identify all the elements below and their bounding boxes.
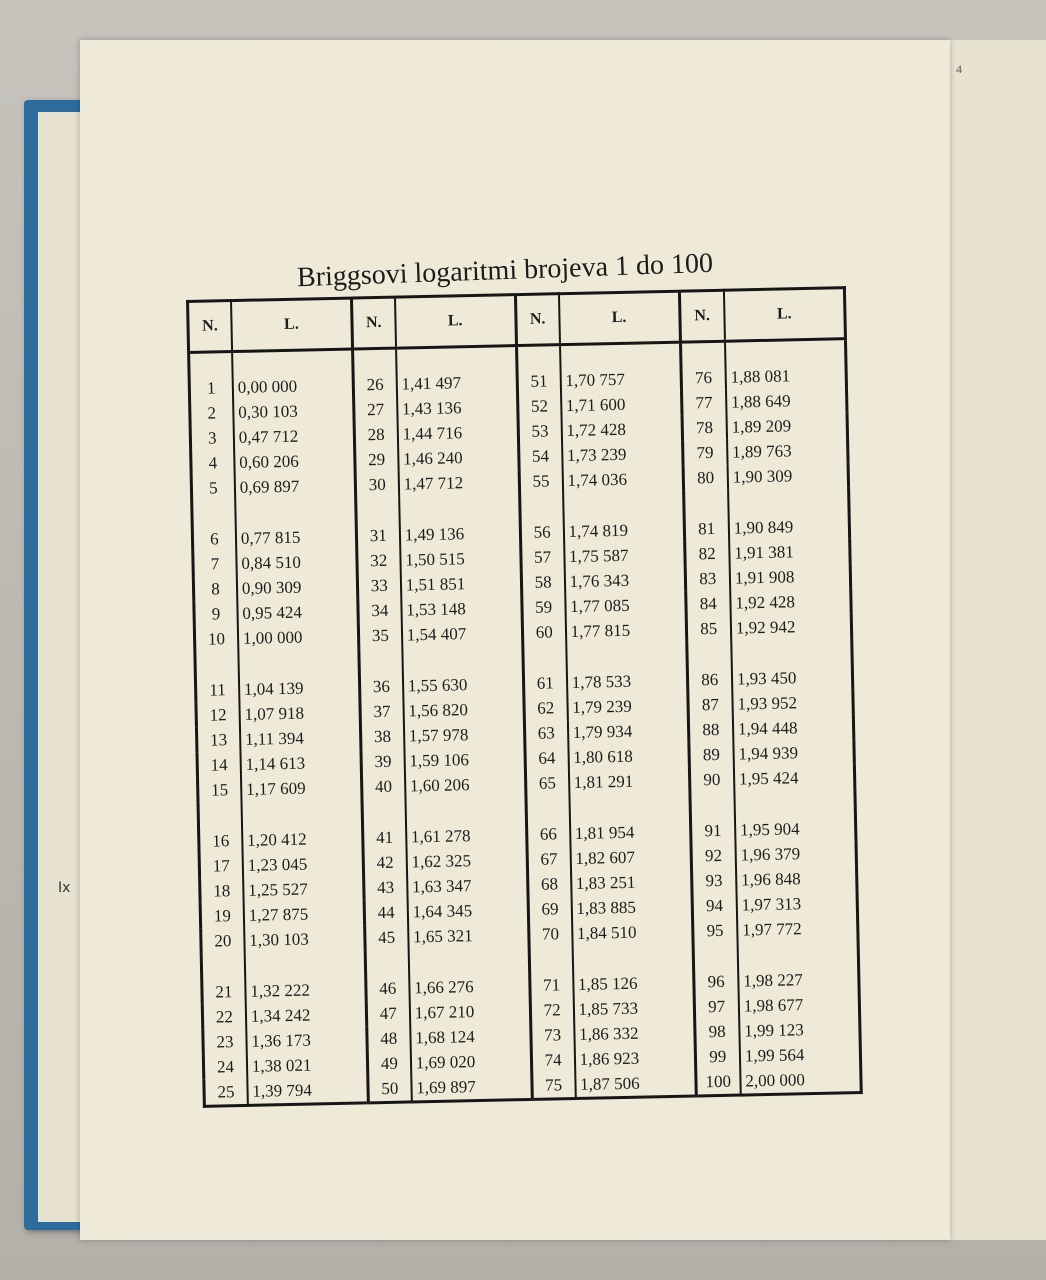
log-value: 1,59 106 [404,746,525,774]
n-value: 17 [199,853,243,879]
n-value: 80 [683,465,728,491]
log-value: 2,00 000 [745,1069,806,1090]
n-value: 88 [688,717,733,743]
table-body [189,339,862,1107]
n-value: 89 [689,742,734,768]
log-value: 1,34 242 [246,1001,367,1029]
n-value: 22 [202,1004,246,1030]
log-value: 1,82 607 [570,844,691,872]
n-value: 32 [357,548,401,574]
log-value: 1,70 757 [560,342,682,393]
n-value: 65 [525,770,569,796]
log-value: 1,99 564 [744,1044,805,1065]
log-value: 1,43 136 [397,394,518,422]
n-value: 64 [525,745,569,771]
log-value: 1,77 085 [565,592,686,620]
n-value: 10 [194,626,238,652]
n-value: 3 [190,425,234,451]
header-l-col-4: L. [724,288,846,342]
n-value: 67 [527,846,571,872]
log-value: 1,93 450 [736,667,797,689]
n-value: 36 [359,648,403,700]
log-value: 1,83 885 [571,894,692,922]
n-value: 72 [530,997,574,1023]
n-value: 71 [529,946,573,998]
n-value: 1 [189,352,233,401]
log-value: 1,25 527 [243,875,364,903]
log-value: 1,90 849 [733,516,794,538]
log-value: 1,64 345 [407,897,528,925]
log-value: 1,11 394 [240,724,361,752]
log-value: 1,96 379 [740,843,801,865]
log-value: 1,94 939 [738,742,799,764]
header-n-col-1: N. [188,301,232,353]
n-value: 79 [682,440,727,466]
log-value: 1,46 240 [398,444,519,472]
log-value: 1,90 309 [732,465,793,487]
log-value: 1,74 036 [562,466,683,494]
n-value: 33 [357,573,401,599]
log-value: 1,98 227 [743,969,803,990]
n-value: 100 [695,1069,740,1096]
n-value: 31 [356,497,400,549]
margin-note: Ix [58,880,71,896]
log-value: 1,89 209 [731,415,792,437]
log-value: 1,87 506 [575,1070,696,1099]
header-n-col-2: N. [351,297,395,349]
n-value: 47 [366,1000,410,1026]
log-value: 1,86 332 [574,1020,695,1048]
log-value: 1,77 815 [565,617,686,645]
log-value: 1,81 954 [569,793,691,847]
log-value: 1,67 210 [409,998,530,1026]
n-value: 35 [358,623,402,649]
log-value: 1,74 819 [563,491,685,545]
log-value: 1,85 126 [572,944,694,998]
log-value: 0,84 510 [236,548,357,576]
n-value: 97 [694,994,739,1020]
log-value: 1,79 239 [567,693,688,721]
n-value: 52 [517,393,561,419]
n-value: 20 [201,928,245,954]
n-value: 81 [683,490,729,542]
log-value: 0,00 000 [232,349,354,400]
log-value: 1,61 278 [405,796,527,850]
log-value: 1,80 618 [568,743,689,771]
n-value: 42 [363,850,407,876]
n-value: 51 [516,345,560,394]
log-value: 1,97 772 [741,918,802,939]
log-value: 0,69 897 [235,472,356,500]
header-n-col-4: N. [679,290,725,342]
log-value: 1,92 428 [735,591,796,613]
n-value: 43 [363,875,407,901]
n-value: 59 [522,594,566,620]
n-value: 28 [354,422,398,448]
n-value: 84 [685,591,730,617]
log-value: 1,86 923 [574,1045,695,1073]
n-value: 60 [522,619,566,645]
log-value: 1,49 136 [399,494,521,548]
n-value: 87 [687,692,732,718]
header-n-col-3: N. [515,294,559,346]
n-value: 7 [193,551,237,577]
n-value: 21 [201,953,245,1005]
n-value: 5 [191,475,235,501]
n-value: 14 [197,752,241,778]
log-value: 1,14 613 [240,749,361,777]
n-value: 6 [192,500,236,552]
n-value: 68 [527,871,571,897]
n-value: 92 [691,843,736,869]
log-value: 0,47 712 [233,423,354,451]
n-value: 53 [518,418,562,444]
log-value: 1,30 103 [244,925,365,953]
log-value: 1,20 412 [241,799,363,853]
n-value: 34 [358,598,402,624]
log-value: 1,23 045 [242,850,363,878]
n-value: 48 [367,1025,411,1051]
log-value: 1,57 978 [404,721,525,749]
n-value: 90 [689,767,734,793]
n-value: 26 [352,348,396,397]
log-value: 1,47 712 [398,469,519,497]
header-l-col-2: L. [395,295,517,349]
n-value: 39 [361,749,405,775]
n-value: 55 [519,468,563,494]
n-value: 18 [200,878,244,904]
n-value: 63 [524,720,568,746]
log-value: 1,88 081 [730,365,791,387]
n-value: 82 [684,541,729,567]
log-value: 1,00 000 [238,623,359,651]
log-value: 1,55 630 [402,645,524,699]
log-value: 0,95 424 [237,598,358,626]
n-value: 57 [520,544,564,570]
log-value: 1,50 515 [400,545,521,573]
log-value: 1,98 677 [743,994,804,1015]
log-value: 1,62 325 [406,847,527,875]
log-table-container [186,286,863,1140]
n-value: 78 [682,415,727,441]
n-value: 13 [196,727,240,753]
log-value: 1,71 600 [561,391,682,419]
log-value: 1,97 313 [741,893,802,914]
log-value: 1,96 848 [740,868,801,889]
log-value: 1,81 291 [569,768,690,796]
n-value: 50 [368,1075,412,1102]
log-value: 1,85 733 [573,995,694,1023]
log-value: 1,69 020 [411,1048,532,1076]
n-value: 15 [198,777,242,803]
log-value: 1,41 497 [396,346,518,397]
log-value: 1,84 510 [572,919,693,947]
log-value: 1,93 952 [737,692,798,714]
n-value: 8 [193,576,237,602]
log-value: 1,38 021 [247,1051,368,1079]
n-value: 75 [532,1072,576,1099]
next-page-mark: 4 [956,62,962,76]
header-l-col-1: L. [231,298,353,352]
n-value: 49 [367,1050,411,1076]
log-value: 1,65 321 [408,922,529,950]
log-value: 0,90 309 [237,573,358,601]
log-value: 1,51 851 [400,570,521,598]
n-value: 98 [694,1019,739,1045]
log-value: 1,76 343 [564,567,685,595]
n-value: 54 [518,443,562,469]
page-title: Briggsovi logaritmi brojeva 1 do 100 [296,247,714,294]
n-value: 58 [521,569,565,595]
n-value: 44 [364,899,408,925]
log-value: 1,91 381 [734,541,794,563]
n-value: 12 [196,702,240,728]
log-value: 1,56 820 [403,696,524,724]
log-value: 1,79 934 [567,718,688,746]
log-value: 1,68 124 [410,1023,531,1051]
n-value: 95 [692,918,737,944]
n-value: 27 [353,397,397,423]
log-value: 1,60 206 [405,771,526,799]
log-value: 1,53 148 [401,595,522,623]
n-value: 74 [531,1047,575,1073]
n-value: 94 [692,893,737,919]
log-value: 1,69 897 [411,1073,532,1102]
n-value: 40 [361,774,405,800]
log-table [186,286,863,1108]
n-value: 2 [190,400,234,426]
log-value: 0,77 815 [235,497,357,551]
n-value: 93 [691,868,736,894]
log-value: 1,92 942 [735,616,796,638]
n-value: 85 [686,616,731,642]
log-value: 1,07 918 [239,699,360,727]
n-value: 69 [528,896,572,922]
n-value: 16 [198,802,242,854]
log-value: 1,32 222 [245,950,367,1004]
n-value: 45 [365,924,409,950]
log-value: 1,99 123 [744,1019,804,1040]
n-value: 37 [360,699,404,725]
n-value: 23 [203,1029,247,1055]
log-value: 1,75 587 [564,542,685,570]
n-value: 77 [681,390,726,416]
n-value: 24 [203,1054,247,1080]
log-value: 1,89 763 [731,440,792,462]
log-value: 1,54 407 [402,620,523,648]
n-value: 62 [524,695,568,721]
log-value: 1,63 347 [407,872,528,900]
n-value: 41 [362,799,406,851]
n-value: 56 [519,493,563,545]
n-value: 86 [686,641,732,693]
log-value: 0,60 206 [234,448,355,476]
log-value: 1,94 448 [737,717,798,739]
log-value: 1,39 794 [247,1076,368,1105]
log-value: 1,66 276 [408,947,530,1001]
n-value: 29 [355,447,399,473]
log-value: 1,17 609 [241,774,362,802]
log-value: 1,91 908 [734,566,795,588]
log-value: 1,83 251 [571,869,692,897]
log-value: 0,30 103 [233,398,354,426]
n-value: 99 [695,1044,740,1070]
n-value: 4 [191,450,235,476]
n-value: 66 [526,795,570,847]
log-value: 1,44 716 [397,419,518,447]
log-value: 1,88 649 [730,390,791,412]
n-value: 19 [200,903,244,929]
n-value: 70 [528,921,572,947]
header-l-col-3: L. [559,291,681,345]
n-value: 46 [365,949,409,1001]
n-value: 38 [360,724,404,750]
n-value: 83 [685,566,730,592]
n-value: 73 [530,1022,574,1048]
n-value: 9 [194,601,238,627]
n-value: 11 [195,651,239,703]
log-value: 1,73 239 [562,441,683,469]
log-value: 1,36 173 [246,1026,367,1054]
n-value: 30 [355,472,399,498]
n-value: 61 [523,644,567,696]
log-value: 1,04 139 [238,648,360,702]
log-value: 1,27 875 [243,900,364,928]
n-value: 25 [204,1079,248,1106]
log-value: 1,72 428 [561,416,682,444]
log-value: 1,95 424 [738,767,799,789]
n-value: 76 [680,341,726,390]
n-value: 96 [693,943,739,995]
n-value: 91 [690,792,736,844]
log-value: 1,95 904 [739,818,800,840]
log-value: 1,78 533 [566,642,688,696]
